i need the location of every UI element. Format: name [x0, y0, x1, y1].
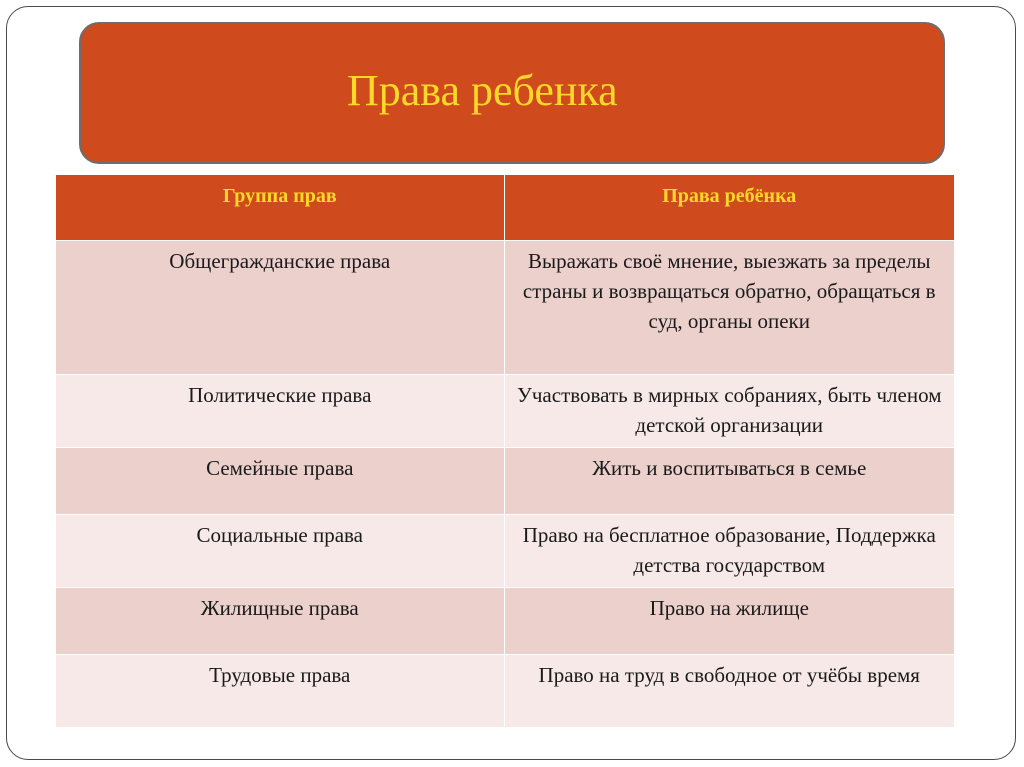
- table-row: [56, 240, 954, 374]
- table-row: [56, 447, 954, 514]
- group-cell: Трудовые права: [56, 654, 504, 727]
- table-row: [56, 514, 954, 587]
- table-row: [56, 654, 954, 727]
- table-row: [56, 587, 954, 654]
- slide-title: Права ребенка: [347, 65, 618, 115]
- rights-cell: Право на труд в свободное от учёбы время: [504, 654, 954, 727]
- group-cell: Семейные права: [56, 447, 504, 514]
- table-header-row: [56, 175, 954, 240]
- rights-cell: Жить и воспитываться в семье: [504, 447, 954, 514]
- group-cell: Политические права: [56, 374, 504, 447]
- table-row: [56, 374, 954, 447]
- rights-cell: Право на жилище: [504, 587, 954, 654]
- group-cell: Жилищные права: [56, 587, 504, 654]
- header-group: Группа прав: [56, 175, 504, 240]
- rights-cell: Выражать своё мнение, выезжать за пределы страны и возвращаться обратно, обращаться в суд, органы опеки: [504, 240, 954, 374]
- title-box: [79, 22, 945, 164]
- rights-cell: Право на бесплатное образование, Поддержка детства государством: [504, 514, 954, 587]
- group-cell: Социальные права: [56, 514, 504, 587]
- rights-table: [56, 175, 954, 727]
- group-cell: Общегражданские права: [56, 240, 504, 374]
- header-rights: Права ребёнка: [504, 175, 954, 240]
- rights-cell: Участвовать в мирных собраниях, быть членом детской организации: [504, 374, 954, 447]
